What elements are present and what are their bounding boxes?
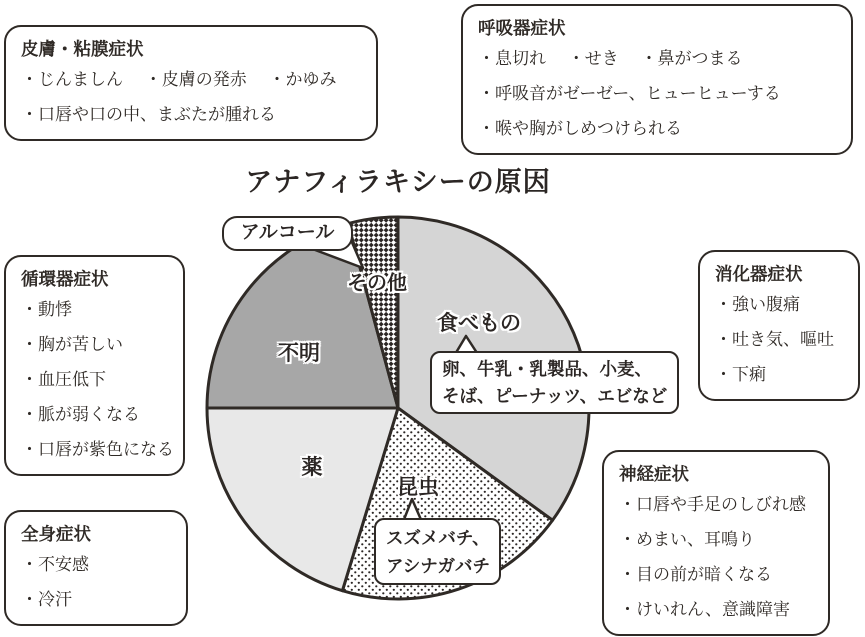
symptom-item: ・動悸 (21, 300, 72, 319)
symptom-box-digestive (698, 250, 860, 401)
symptom-item: ・じんましん ・皮膚の発赤 ・かゆみ (21, 70, 337, 89)
symptom-box-neurological (602, 450, 830, 636)
pie-label-drugs: 薬 (301, 456, 323, 479)
pie-label-unknown: 不明 (278, 342, 320, 365)
symptom-item: ・口唇が紫色になる (21, 440, 174, 459)
symptom-item: ・吐き気、嘔吐 (715, 330, 834, 349)
symptom-item: ・口唇や口の中、まぶたが腫れる (21, 105, 276, 124)
callout-food-examples (430, 351, 679, 414)
symptom-item: ・脈が弱くなる (21, 405, 140, 424)
callout-line: 卵、牛乳・乳製品、小麦、 (442, 359, 652, 379)
symptom-item: ・冷汗 (21, 590, 72, 609)
callout-alcohol: アルコール (222, 216, 353, 251)
symptom-item: ・下痢 (715, 365, 766, 384)
symptom-item: ・呼吸音がゼーゼー、ヒューヒューする (478, 84, 781, 103)
symptom-box-title: 消化器症状 (715, 264, 803, 284)
symptom-box-title: 神経症状 (619, 464, 689, 484)
callout-line: スズメバチ、 (386, 528, 490, 548)
symptom-box-title: 循環器症状 (21, 269, 109, 289)
symptom-item: ・目の前が暗くなる (619, 565, 772, 584)
symptom-item: ・息切れ ・せき ・鼻がつまる (478, 49, 743, 68)
pie-label-food: 食べもの (437, 312, 521, 335)
page-title: アナフィラキシーの原因 (245, 167, 551, 197)
pie-label-insects: 昆虫 (397, 476, 439, 499)
symptom-item: ・不安感 (21, 555, 89, 574)
symptom-box-title: 皮膚・粘膜症状 (21, 39, 144, 59)
symptom-item: ・けいれん、意識障害 (619, 600, 791, 619)
symptom-box-title: 呼吸器症状 (478, 18, 566, 38)
symptom-item: ・強い腹痛 (715, 295, 800, 314)
symptom-item: ・喉や胸がしめつけられる (478, 119, 682, 138)
symptom-box-respiratory (461, 4, 853, 155)
pie-label-other: その他 (347, 272, 407, 295)
symptom-box-circulatory (4, 255, 185, 476)
symptom-box-title: 全身症状 (21, 524, 91, 544)
callout-line: そば、ピーナッツ、エビなど (442, 386, 668, 406)
symptom-box-systemic (4, 510, 188, 626)
callout-insect-examples (374, 518, 501, 585)
callout-line: アシナガバチ (386, 556, 490, 576)
symptom-item: ・口唇や手足のしびれ感 (619, 495, 806, 514)
symptom-box-skin (4, 25, 378, 141)
symptom-item: ・胸が苦しい (21, 335, 123, 354)
symptom-item: ・血圧低下 (21, 370, 106, 389)
symptom-item: ・めまい、耳鳴り (619, 530, 755, 549)
